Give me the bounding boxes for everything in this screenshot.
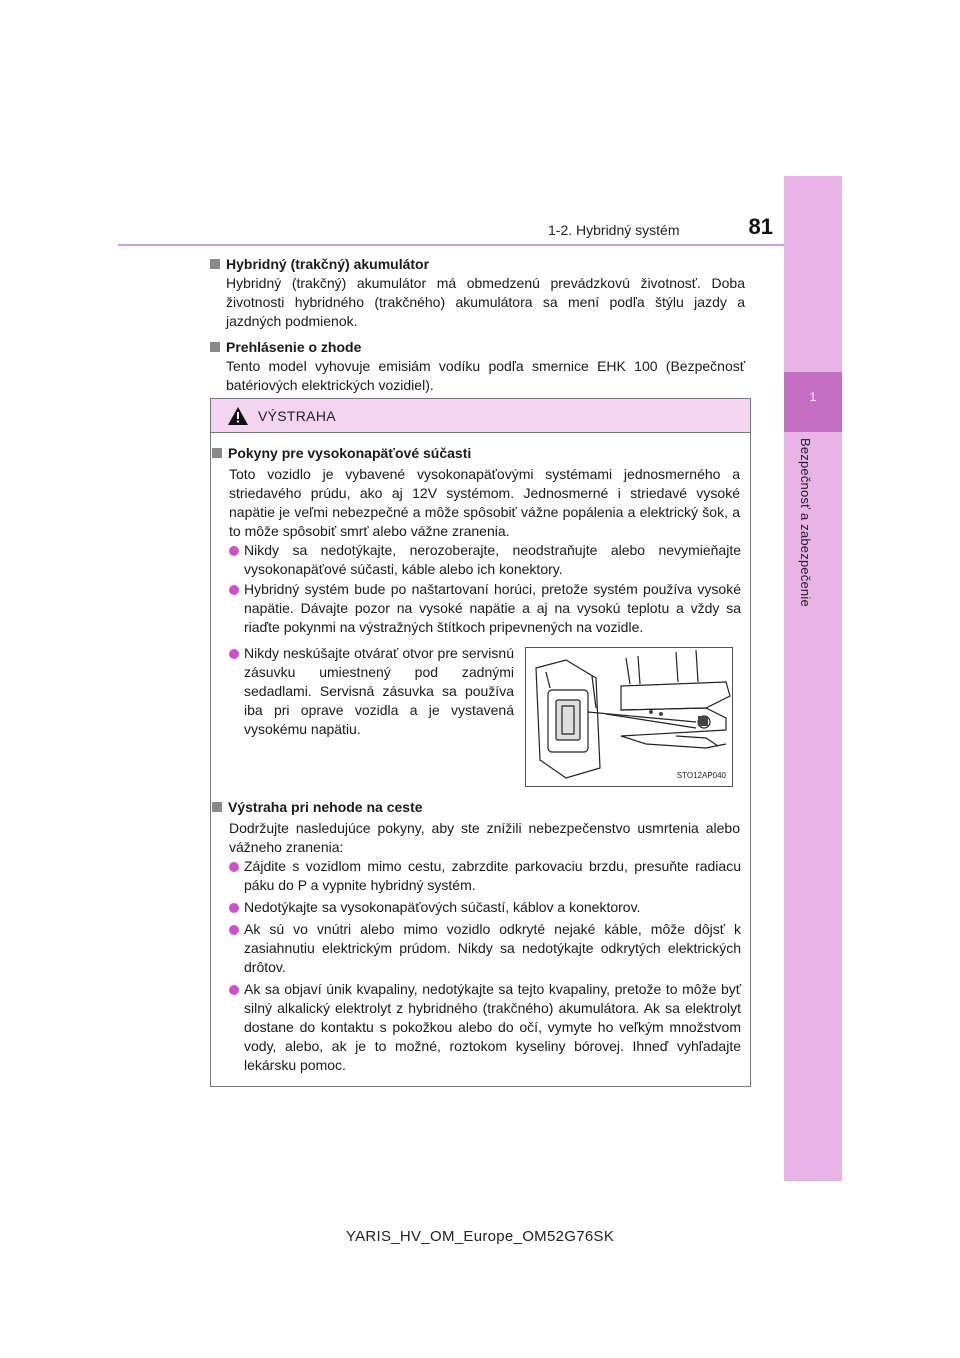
warning-header (211, 399, 750, 433)
square-bullet-icon (210, 342, 220, 352)
warning-bullet: Nikdy sa nedotýkajte, nerozoberajte, neodstraňujte alebo nevymieňajte vysokonapäťové súčasti, káble alebo ich konektory. (244, 542, 741, 577)
intro-text: Tento model vyhovuje emisiám vodíku podľa smernice EHK 100 (Bezpečnosť batériových elektrických vozidiel). (226, 358, 745, 393)
intro-title: Prehlásenie o zhode (210, 337, 745, 357)
circle-bullet-icon (229, 649, 239, 659)
warning-bullet: Ak sa objaví únik kvapaliny, nedotýkajte sa tejto kvapaliny, pretože to môže byť silný alkalický elektrolyt z hybridného (trakčného) akumulátora. Ak sa elektrolyt dostane do kontaktu s pokožkou alebo do očí, vymyte ho veľkým množstvom vody, alebo, ak je to možné, roztokom kyseliny bórovej. Ihneď vyhľadajte lekársku pomoc. (244, 981, 741, 1073)
chapter-number: 1 (809, 390, 817, 404)
circle-bullet-icon (229, 862, 239, 872)
intro-content (210, 254, 745, 401)
figure-label: STO12AP040 (676, 771, 726, 780)
warning-section-text: Dodržujte nasledujúce pokyny, aby ste znížili nebezpečenstvo usmrtenia alebo vážneho zranenia: (229, 820, 740, 855)
warning-bullet: Hybridný systém bude po naštartovaní horúci, pretože systém používa vysoké napätie. Dávajte pozor na vysoké napätie a aj na vysokú teplotu a vždy sa riaďte pokynmi na výstražných štítkoch pripevnených na vozidle. (244, 581, 741, 635)
warning-section-title: Pokyny pre vysokonapäťové súčasti (212, 443, 471, 463)
intro-title: Hybridný (trakčný) akumulátor (210, 254, 745, 274)
document-id: YARIS_HV_OM_Europe_OM52G76SK (345, 1228, 615, 1245)
warning-bullet: Zájdite s vozidlom mimo cestu, zabrzdite parkovaciu brzdu, presuňte radiacu páku do P a vypnite hybridný systém. (244, 858, 741, 893)
intro-block-conformity (210, 337, 745, 395)
circle-bullet-icon (229, 985, 239, 995)
warning-section-text: Toto vozidlo je vybavené vysokonapäťovými systémami jednosmerného a striedavého prúdu, ako aj 12V systémom. Jednosmerné i striedavé vysoké napätie je veľmi nebezpečné a môže spôsobiť vážne popálenia a elektrický šok, a to môže spôsobiť smrť alebo vážne zranenia. (229, 466, 740, 539)
circle-bullet-icon (229, 546, 239, 556)
chapter-title: Bezpečnosť a zabezpečenie (798, 438, 813, 607)
intro-text: Hybridný (trakčný) akumulátor má obmedzenú prevádzkovú životnosť. Doba životnosti hybridného (trakčného) akumulátora sa mení podľa štýlu jazdy a jazdných podmienok. (226, 275, 745, 329)
service-plug-illustration (525, 647, 733, 787)
square-bullet-icon (212, 802, 222, 812)
intro-block-battery (210, 254, 745, 331)
warning-label: VÝSTRAHA (258, 408, 336, 424)
header-rule (118, 244, 784, 246)
warning-bullet: Ak sú vo vnútri alebo mimo vozidlo odkryté nejaké káble, môže dôjsť k zasiahnutiu elektrickým prúdom. Nikdy sa nedotýkajte odkrytých elektrických drôtov. (244, 921, 741, 975)
circle-bullet-icon (229, 925, 239, 935)
square-bullet-icon (210, 259, 220, 269)
section-heading: 1-2. Hybridný systém (548, 222, 680, 238)
warning-triangle-icon (228, 407, 248, 425)
warning-section-title: Výstraha pri nehode na ceste (212, 797, 423, 817)
square-bullet-icon (212, 448, 222, 458)
circle-bullet-icon (229, 903, 239, 913)
page-number: 81 (748, 214, 773, 239)
chapter-side-tab (784, 176, 842, 1181)
warning-bullet: Nedotýkajte sa vysokonapäťových súčastí, káblov a konektorov. (244, 899, 641, 915)
circle-bullet-icon (229, 585, 239, 595)
seat-service-plug-drawing (526, 648, 732, 786)
warning-bullet: Nikdy neskúšajte otvárať otvor pre servisnú zásuvku umiestnený pod zadnými sedadlami. Servisná zásuvka sa používa iba pri oprave vozidla a je vystavená vysokému napätiu. (244, 645, 514, 737)
